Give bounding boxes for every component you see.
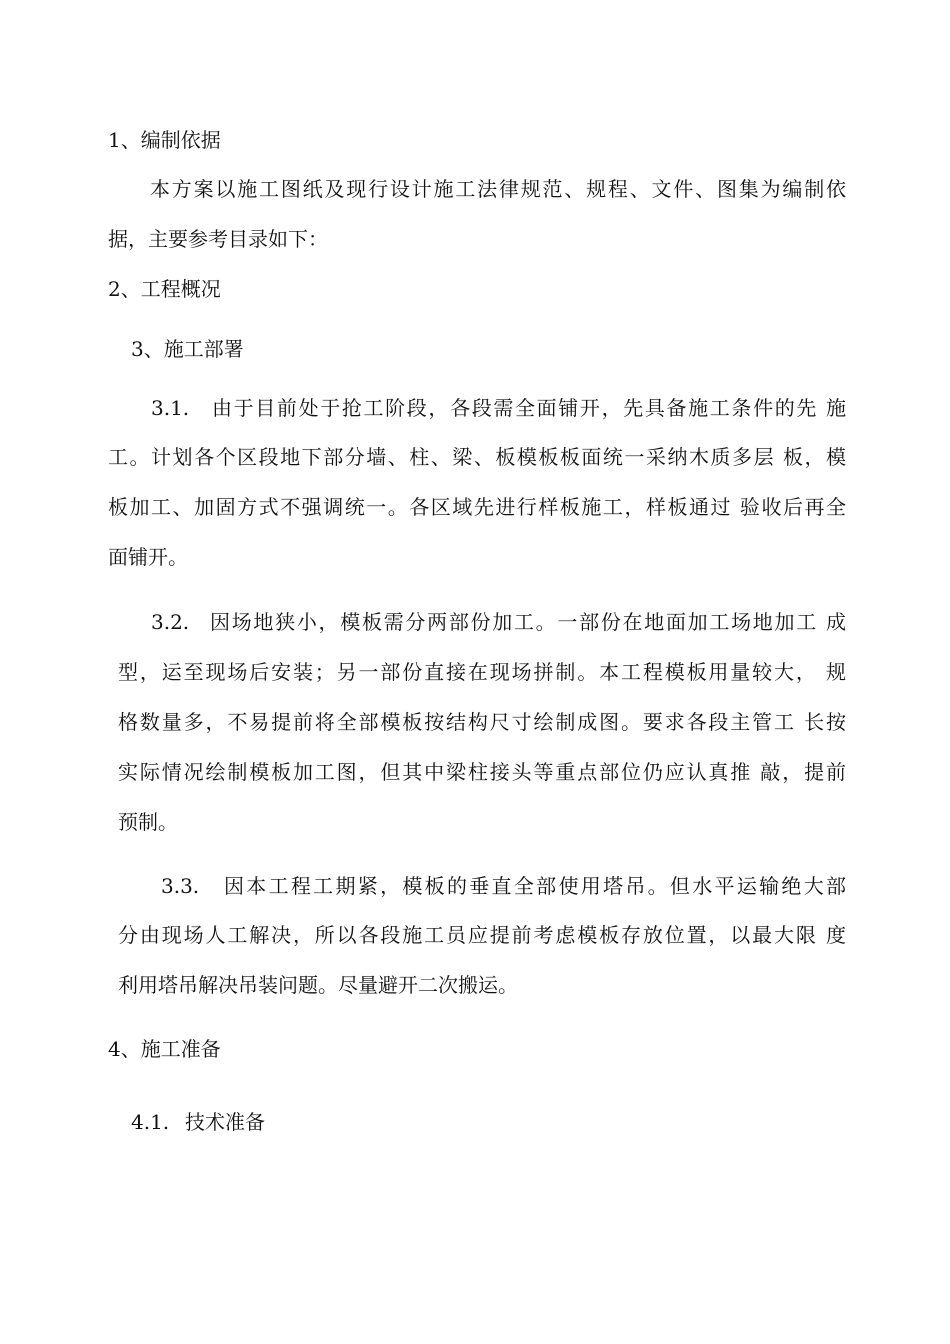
- item-line: 格数量多，不易提前将全部模板按结构尺寸绘制成图。要求各段主管工 长按: [118, 710, 846, 734]
- section-heading-4: 4、施工准备: [108, 1037, 221, 1061]
- item-line: 板加工、加固方式不强调统一。各区域先进行样板施工，样板通过 验收后再全: [108, 495, 846, 519]
- section-heading-2: 2、工程概况: [108, 277, 221, 301]
- item-number-3-1: 3.1.: [151, 396, 190, 420]
- item-number-3-2: 3.2.: [151, 610, 190, 634]
- section-heading-3: 3、施工部署: [131, 337, 244, 361]
- item-number-4-1: 4.1.: [131, 1110, 170, 1134]
- item-line: 工。计划各个区段地下部分墙、柱、梁、板模板板面统一采纳木质多层 板，模: [108, 445, 846, 469]
- paragraph-line: 据，主要参考目录如下：: [108, 227, 328, 251]
- item-title-4-1: 技术准备: [185, 1110, 265, 1134]
- item-line: 面铺开。: [108, 545, 188, 569]
- item-line: 因场地狭小，模板需分两部份加工。一部份在地面加工场地加工 成: [210, 610, 846, 634]
- item-number-3-3: 3.3.: [161, 874, 200, 898]
- item-line: 预制。: [118, 810, 178, 834]
- item-line: 由于目前处于抢工阶段，各段需全面铺开，先具备施工条件的先 施: [212, 396, 846, 420]
- item-line: 型，运至现场后安装；另一部份直接在现场拼制。本工程模板用量较大， 规: [118, 660, 846, 684]
- section-heading-1: 1、编制依据: [108, 128, 221, 152]
- item-line: 因本工程工期紧，模板的垂直全部使用塔吊。但水平运输绝大部: [224, 874, 846, 898]
- item-line: 实际情况绘制模板加工图，但其中梁柱接头等重点部位仍应认真推 敲，提前: [118, 760, 846, 784]
- item-line: 分由现场人工解决，所以各段施工员应提前考虑模板存放位置，以最大限 度: [118, 923, 846, 947]
- item-line: 利用塔吊解决吊装问题。尽量避开二次搬运。: [118, 973, 518, 997]
- paragraph-line: 本方案以施工图纸及现行设计施工法律规范、规程、文件、图集为编制依: [150, 177, 846, 201]
